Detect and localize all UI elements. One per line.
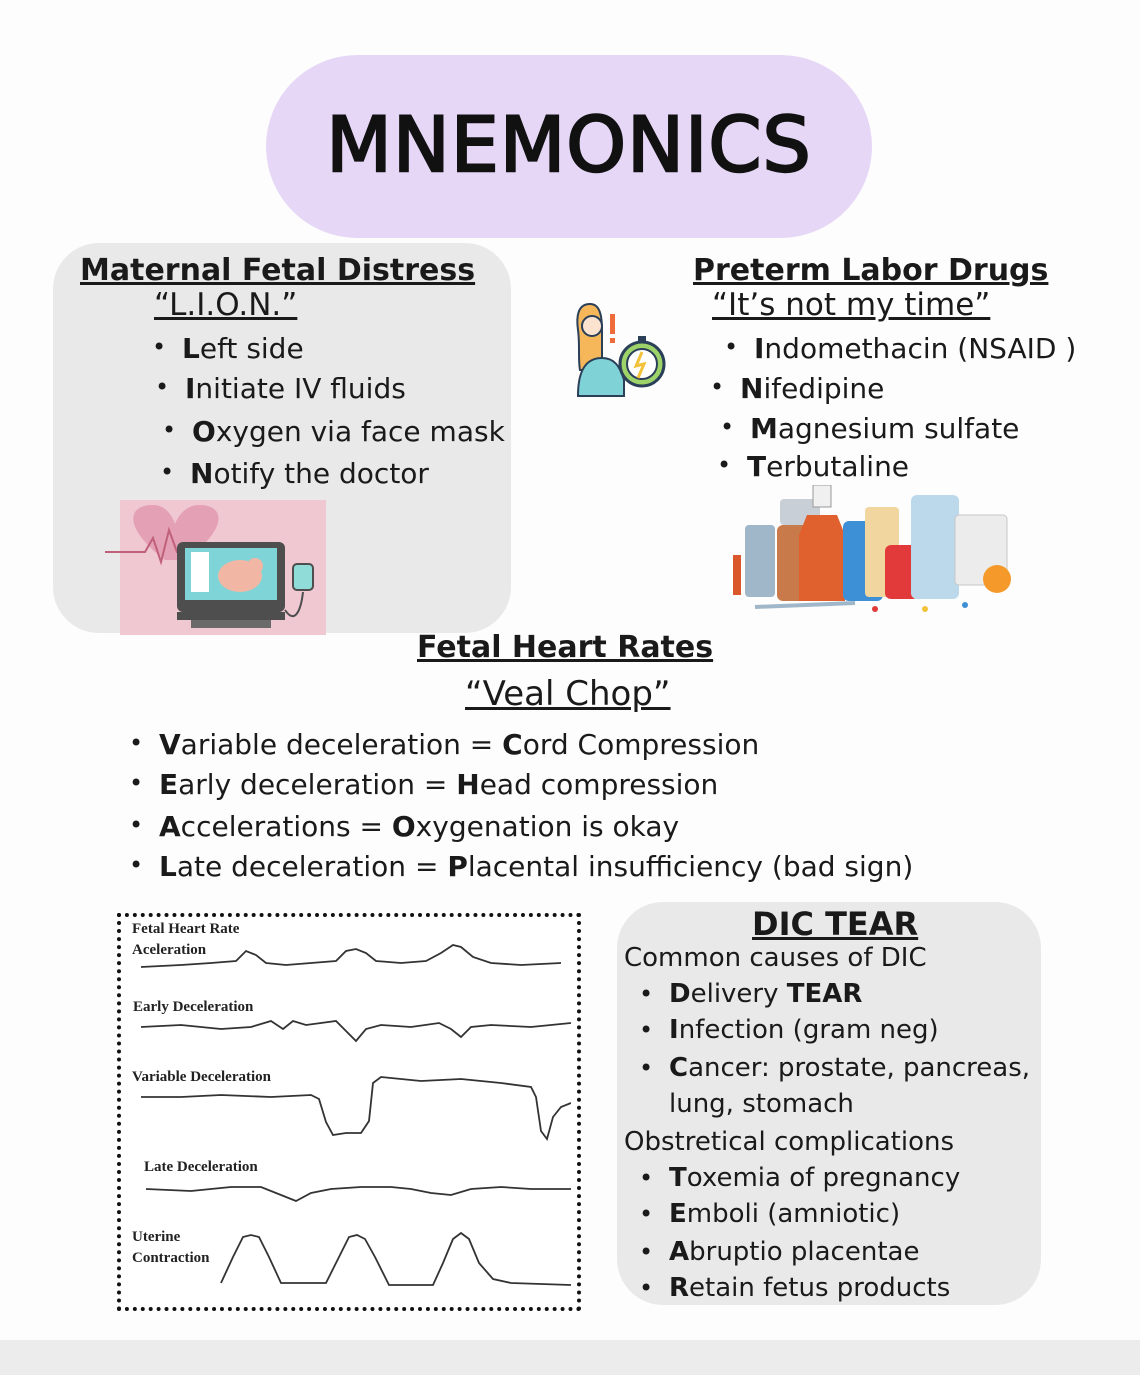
- maternal-mnemonic: “L.I.O.N.”: [154, 287, 298, 323]
- list-item: • Terbutaline: [747, 450, 909, 483]
- uterine-contraction-trace: [221, 1233, 571, 1285]
- list-item: • Indomethacin (NSAID ): [754, 332, 1076, 365]
- graph-label: Early Deceleration: [133, 999, 254, 1015]
- page-bottom-shade: [0, 1340, 1140, 1375]
- list-item: • Notify the doctor: [190, 457, 429, 490]
- dic-causes-continued: lung, stomach: [669, 1089, 854, 1119]
- early-deceleration-trace: [141, 1021, 571, 1041]
- graph-label: Late Deceleration: [144, 1159, 258, 1175]
- dic-obstetric-label: Obstretical complications: [624, 1127, 955, 1157]
- graph-label: Fetal Heart Rate: [132, 921, 240, 937]
- dic-causes-label: Common causes of DIC: [624, 943, 927, 973]
- list-item: • Nifedipine: [740, 372, 884, 405]
- dic-heading: DIC TEAR: [752, 905, 919, 943]
- list-item: • Cancer: prostate, pancreas,: [669, 1053, 1030, 1083]
- list-item: • Left side: [182, 332, 304, 365]
- list-item: • Early deceleration = Head compression: [159, 768, 718, 801]
- list-item: • Variable deceleration = Cord Compression: [159, 728, 759, 761]
- list-item: • Toxemia of pregnancy: [669, 1163, 960, 1193]
- list-item: • Delivery TEAR: [669, 979, 862, 1009]
- fetal-heading: Fetal Heart Rates: [417, 630, 714, 665]
- preterm-heading: Preterm Labor Drugs: [693, 253, 1049, 288]
- list-item: • Oxygen via face mask: [192, 415, 505, 448]
- variable-deceleration-trace: [141, 1077, 571, 1139]
- list-item: • Retain fetus products: [669, 1273, 950, 1303]
- acceleration-trace: [141, 945, 561, 967]
- list-item: • Abruptio placentae: [669, 1237, 919, 1267]
- list-item: • Initiate IV fluids: [185, 372, 406, 405]
- page-title: MNEMONICS: [326, 100, 812, 189]
- graph-label: Aceleration: [132, 942, 207, 958]
- preterm-mnemonic: “It’s not my time”: [712, 287, 991, 323]
- nurse-stopwatch-icon: [572, 300, 668, 400]
- list-item: • Magnesium sulfate: [750, 412, 1019, 445]
- list-item: • Late deceleration = Placental insufficiency (bad sign): [159, 850, 913, 883]
- late-deceleration-trace: [146, 1187, 571, 1201]
- graph-label: Contraction: [132, 1250, 210, 1266]
- list-item: • Accelerations = Oxygenation is okay: [159, 810, 679, 843]
- graph-label: Variable Deceleration: [132, 1069, 271, 1085]
- list-item: • Infection (gram neg): [669, 1015, 939, 1045]
- fetal-monitor-icon: [105, 500, 330, 635]
- fhr-tracings: [121, 917, 571, 1301]
- graph-label: Uterine: [132, 1229, 181, 1245]
- maternal-heading: Maternal Fetal Distress: [80, 253, 476, 288]
- medicine-bottles-icon: [725, 485, 1030, 617]
- list-item: • Emboli (amniotic): [669, 1199, 900, 1229]
- fetal-mnemonic: “Veal Chop”: [465, 674, 671, 714]
